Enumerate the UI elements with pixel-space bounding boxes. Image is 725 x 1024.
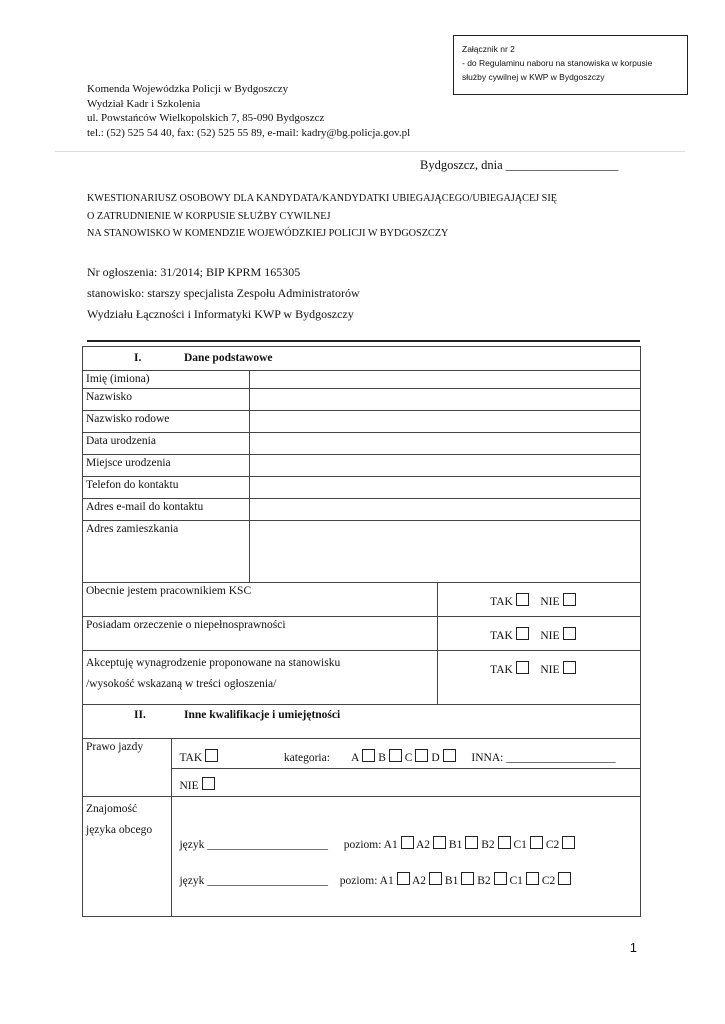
- salary-no-checkbox[interactable]: [563, 661, 576, 674]
- announcement: [87, 262, 360, 325]
- yes-label: TAK: [490, 596, 513, 608]
- language-row-2: [179, 863, 637, 899]
- yes-label: TAK: [179, 752, 203, 764]
- category-label: kategoria:: [283, 752, 330, 764]
- field-label: Imię (imiona): [83, 371, 250, 389]
- table-row: [83, 433, 641, 455]
- disability-answer: [438, 617, 641, 651]
- org-contact: tel.: (52) 525 54 40, fax: (52) 525 55 89, e-mail: kadry@bg.policja.gov.pl: [87, 126, 411, 139]
- ksc-yes-checkbox[interactable]: [516, 593, 529, 606]
- annex-line-3: służby cywilnej w KWP w Bydgoszczy: [462, 72, 605, 82]
- questionnaire-table: [82, 346, 641, 917]
- question-salary: [83, 651, 438, 705]
- maiden-name-input[interactable]: [250, 411, 641, 433]
- category-a-checkbox[interactable]: [362, 749, 375, 762]
- section-2-number: II.: [134, 709, 146, 721]
- title-line-2: O ZATRUDNIENIE W KORPUSIE SŁUŻBY CYWILNEJ: [87, 210, 331, 222]
- birth-place-input[interactable]: [250, 455, 641, 477]
- table-row: [83, 455, 641, 477]
- no-label: NIE: [540, 596, 560, 608]
- language-row-1: [179, 827, 637, 863]
- page-number: 1: [629, 940, 637, 955]
- field-label: Adres e-mail do kontaktu: [83, 499, 250, 521]
- no-label: NIE: [540, 664, 560, 676]
- level-b2-checkbox[interactable]: [498, 836, 511, 849]
- level-label: B2: [477, 875, 491, 887]
- license-no-checkbox[interactable]: [202, 777, 215, 790]
- level-label: B1: [444, 875, 459, 887]
- question-salary-line-1: Akceptuję wynagrodzenie proponowane na stanowisku: [86, 657, 341, 669]
- address-input[interactable]: [250, 521, 641, 583]
- table-row: [83, 499, 641, 521]
- section-1-title: Dane podstawowe: [184, 352, 273, 364]
- field-label: Telefon do kontaktu: [83, 477, 250, 499]
- category-b-checkbox[interactable]: [389, 749, 402, 762]
- level-label: C2: [545, 839, 560, 851]
- category-b-label: B: [378, 752, 386, 764]
- language-name-input[interactable]: język _____________________: [179, 839, 328, 851]
- yes-label: TAK: [490, 664, 513, 676]
- level-label: A2: [415, 839, 431, 851]
- license-label: Prawo jazdy: [83, 739, 172, 797]
- letterhead: [87, 82, 410, 140]
- level-c1-checkbox[interactable]: [530, 836, 543, 849]
- yes-label: TAK: [490, 630, 513, 642]
- license-yes-row: [172, 739, 641, 769]
- level-c2-checkbox[interactable]: [562, 836, 575, 849]
- section-2-title: Inne kwalifikacje i umiejętności: [184, 709, 341, 721]
- level-label: poziom: A1: [343, 839, 398, 851]
- disability-no-checkbox[interactable]: [563, 627, 576, 640]
- announcement-position: stanowisko: starszy specjalista Zespołu Administratorów: [87, 286, 360, 300]
- language-entries: [172, 797, 641, 917]
- question-ksc: Obecnie jestem pracownikiem KSC: [83, 583, 438, 617]
- language-label-line-2: języka obcego: [86, 824, 153, 836]
- annex-line-1: Załącznik nr 2: [462, 44, 515, 54]
- announcement-unit: Wydziału Łączności i Informatyki KWP w Bydgoszczy: [87, 307, 354, 321]
- level-label: B2: [481, 839, 495, 851]
- birth-date-input[interactable]: [250, 433, 641, 455]
- title-rule: [87, 340, 640, 342]
- annex-box: [453, 35, 688, 95]
- license-no-row: [172, 769, 641, 797]
- field-label: Data urodzenia: [83, 433, 250, 455]
- ksc-answer: [438, 583, 641, 617]
- salary-yes-checkbox[interactable]: [516, 661, 529, 674]
- level-label: C1: [513, 839, 527, 851]
- category-other[interactable]: INNA: ___________________: [471, 752, 616, 764]
- level-c2-checkbox[interactable]: [558, 872, 571, 885]
- category-a-label: A: [351, 752, 360, 764]
- category-d-checkbox[interactable]: [443, 749, 456, 762]
- salary-answer: [438, 651, 641, 705]
- phone-input[interactable]: [250, 477, 641, 499]
- level-a1-checkbox[interactable]: [401, 836, 414, 849]
- level-label: B1: [448, 839, 463, 851]
- table-row: [83, 371, 641, 389]
- table-row: [83, 521, 641, 583]
- table-row: [83, 583, 641, 617]
- org-name: Komenda Wojewódzka Policji w Bydgoszczy: [87, 83, 289, 95]
- section-2-header: [83, 705, 641, 739]
- category-d-label: D: [431, 752, 440, 764]
- level-a2-checkbox[interactable]: [429, 872, 442, 885]
- table-row: [83, 411, 641, 433]
- title-line-3: NA STANOWISKO W KOMENDZIE WOJEWÓDZKIEJ POLICJI W BYDGOSZCZY: [87, 228, 449, 239]
- no-label: NIE: [540, 630, 560, 642]
- no-label: NIE: [179, 780, 199, 792]
- form-title: [87, 190, 557, 243]
- level-label: A2: [411, 875, 427, 887]
- level-a1-checkbox[interactable]: [397, 872, 410, 885]
- table-row: [83, 389, 641, 411]
- table-row: [83, 739, 641, 769]
- language-label: [83, 797, 172, 917]
- table-row: [83, 477, 641, 499]
- level-c1-checkbox[interactable]: [526, 872, 539, 885]
- header-divider: [55, 151, 685, 152]
- table-row: [83, 797, 641, 917]
- table-row: [83, 651, 641, 705]
- level-b1-checkbox[interactable]: [465, 836, 478, 849]
- field-label: Adres zamieszkania: [83, 521, 250, 583]
- ksc-no-checkbox[interactable]: [563, 593, 576, 606]
- section-1-header: [83, 347, 641, 371]
- category-c-label: C: [404, 752, 413, 764]
- section-1-number: I.: [134, 352, 142, 364]
- level-label: C1: [509, 875, 523, 887]
- field-label: Miejsce urodzenia: [83, 455, 250, 477]
- field-label: Nazwisko rodowe: [83, 411, 250, 433]
- dept-name: Wydział Kadr i Szkolenia: [87, 97, 201, 110]
- table-row: [83, 617, 641, 651]
- org-address: ul. Powstańców Wielkopolskich 7, 85-090 Bydgoszcz: [87, 112, 325, 124]
- language-name-input[interactable]: język _____________________: [179, 875, 328, 887]
- annex-line-2: - do Regulaminu naboru na stanowiska w korpusie: [462, 58, 653, 68]
- announcement-number: Nr ogłoszenia: 31/2014; BIP KPRM 165305: [87, 265, 301, 279]
- question-salary-line-2: /wysokość wskazaną w treści ogłoszenia/: [86, 678, 277, 690]
- disability-yes-checkbox[interactable]: [516, 627, 529, 640]
- level-label: C2: [541, 875, 556, 887]
- surname-input[interactable]: [250, 389, 641, 411]
- first-name-input[interactable]: [250, 371, 641, 389]
- language-label-line-1: Znajomość: [86, 803, 138, 815]
- question-disability: Posiadam orzeczenie o niepełnosprawności: [83, 617, 438, 651]
- category-c-checkbox[interactable]: [415, 749, 428, 762]
- field-label: Nazwisko: [83, 389, 250, 411]
- level-a2-checkbox[interactable]: [433, 836, 446, 849]
- level-b2-checkbox[interactable]: [494, 872, 507, 885]
- license-yes-checkbox[interactable]: [205, 749, 218, 762]
- title-line-1: KWESTIONARIUSZ OSOBOWY DLA KANDYDATA/KANDYDATKI UBIEGAJĄCEGO/UBIEGAJĄCEJ SIĘ: [87, 193, 557, 204]
- level-label: poziom: A1: [339, 875, 394, 887]
- date-line: Bydgoszcz, dnia __________________: [420, 158, 619, 172]
- email-input[interactable]: [250, 499, 641, 521]
- level-b1-checkbox[interactable]: [461, 872, 474, 885]
